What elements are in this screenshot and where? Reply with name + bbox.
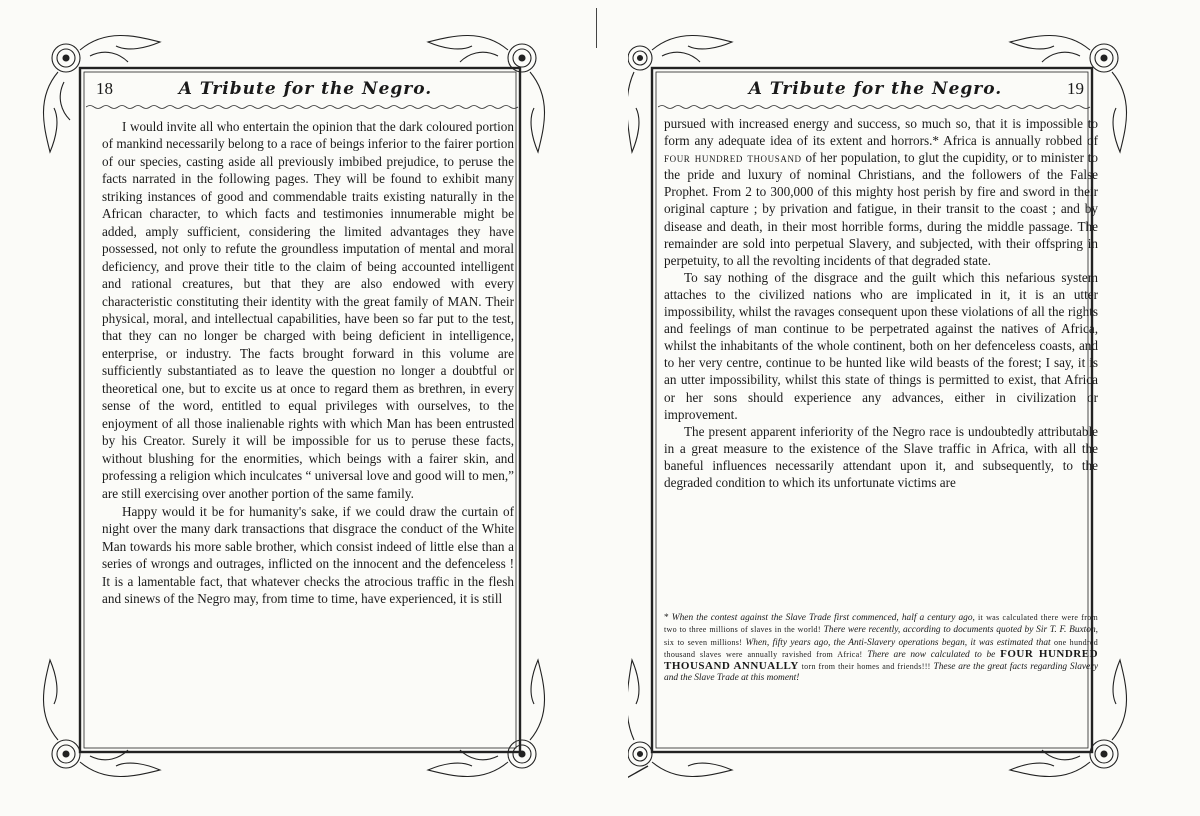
footnote-text: There were recently, according to documents quoted by Sir T. F. Buxton, xyxy=(823,625,1099,636)
footnote-text: When the contest against the Slave Trade first commenced, half a century ago, xyxy=(671,613,975,623)
paragraph: I would invite all who entertain the opinion that the dark coloured portion of mankind necessarily belong to a race of beings inferior to the fairer portion of our species, casting aside all previously imbibed prejudice, to peruse the facts narrated in the following pages. They will be found to exhibit many striking instances of good and commendable traits existing naturally in the African character, to which facts and testimonies innumerable might be added, amply sufficient, considering the limited advantages they have possessed, not only to refute the groundless imputation of mental and moral deficiency, and prove their title to the claim of being accounted intelligent and rational creatures, but that they are also endowed with every characteristic constituting their identity with the great family of MAN. Their physical, moral, and intellectual capabilities, have been so far put to the test, that they can no longer be charged with being deficient in intelligence, enterprise, or industry. The facts brought forward in this volume are sufficiently substantiated as to leave the question no longer a doubtful or theoretical one, but to excite us at once to regard them as brethren, in every sense of the word, entitled to equal privileges with ourselves, to the enjoyment of all those inalienable rights with which Man has been entrusted by his Creator. Surely it will be impossible for us to peruse these facts, without blushing for the enormities, which beings with a fairer skin, and professing a religion which inculcates “ universal love and good will to men,” are still exercising over another portion of the same family. xyxy=(102,119,514,501)
header-rule xyxy=(658,104,1092,110)
footnote-emphasis: FOUR HUNDRED THOUSAND ANNUALLY xyxy=(664,647,1099,673)
footnote xyxy=(664,612,1098,685)
left-page xyxy=(36,28,552,784)
footnote-text: one hundred thousand slaves were annually ravished from Africa! xyxy=(664,637,1098,659)
running-title: A Tribute for the Negro. xyxy=(748,79,1003,99)
footnote-text: When, fifty years ago, the Anti-Slavery operations began, it was estimated that xyxy=(745,637,1051,648)
corner-ornament-bottom-left xyxy=(44,660,161,777)
paragraph xyxy=(664,115,1098,269)
body-text xyxy=(664,115,1098,491)
body-text xyxy=(102,118,514,608)
footnote-text: torn from their homes and friends!!! xyxy=(801,662,931,672)
footnote-text: There are now calculated to be xyxy=(867,649,996,660)
text-run: of her population, to glut the cupidity, or to minister to the pride and luxury of nominal Christians, and the followers of the False Prophet. From 2 to 300,000 of this mighty host perish by fire and sword in their original capture ; by privation and fatigue, in their transit to the coast ; and by disease and death, in their most horrible forms, during the middle passage. The remainder are sold into perpetual Slavery, and subjected, with their offspring in perpetuity, to all the revolting incidents of that degraded state. xyxy=(664,150,1099,268)
running-title: A Tribute for the Negro. xyxy=(178,79,433,99)
paragraph: To say nothing of the disgrace and the guilt which this nefarious system attaches to the civilized nations who are implicated in it, it is an utter impossibility, whilst the ravages consequent upon these violations of all the rights and feelings of man continue to be perpetrated against the natives of Africa, whilst the inhabitants of the whole continent, both on her defenceless coasts, and to her very centre, continue to be hunted like wild beasts of the forest; I say, it is an utter impossibility, whilst this state of things is permitted to exist, that Africa or her sons should experience any advances, either in civilization or improvement. xyxy=(664,269,1098,422)
paragraph: Happy would it be for humanity's sake, if we could draw the curtain of night over the many dark transactions that disgrace the conduct of the White Man towards his more sable brother, which consist indeed of little else than a series of wrongs and outrages, inflicted on the innocent and the defenceless ! It is a lamentable fact, that whatever checks the atrocious traffic in the flesh and sinews of the Negro may, from time to time, have experienced, it is still xyxy=(102,503,514,607)
emphasis-small-caps: four hundred thousand xyxy=(664,150,802,166)
header-rule xyxy=(86,104,520,110)
page-header xyxy=(666,76,1084,102)
book-gutter xyxy=(596,8,597,48)
right-page xyxy=(628,28,1144,784)
page-number: 18 xyxy=(96,79,113,98)
footnote-mark: * xyxy=(664,613,669,623)
footnote-text: These are the great facts regarding Slavery and the Slave Trade at this moment! xyxy=(664,662,1099,684)
footnote-text: six to seven millions! xyxy=(664,637,743,647)
paragraph: The present apparent inferiority of the Negro race is undoubtedly attributable in a great measure to the existence of the Slave traffic in Africa, with all the baneful influences necessarily attendant upon it, and subsequently, to the degraded condition to which its unfortunate victims are xyxy=(664,423,1098,490)
corner-ornament-bottom-right xyxy=(428,660,545,777)
footnote-text: it was calculated there were from two to three millions of slaves in the world! xyxy=(664,613,1099,635)
text-run: pursued with increased energy and success, so much so, that it is impossible to form any adequate idea of its extent and horrors.* Africa is annually robbed of xyxy=(664,116,1098,149)
page-number: 19 xyxy=(1067,79,1084,98)
page-header xyxy=(96,76,516,102)
